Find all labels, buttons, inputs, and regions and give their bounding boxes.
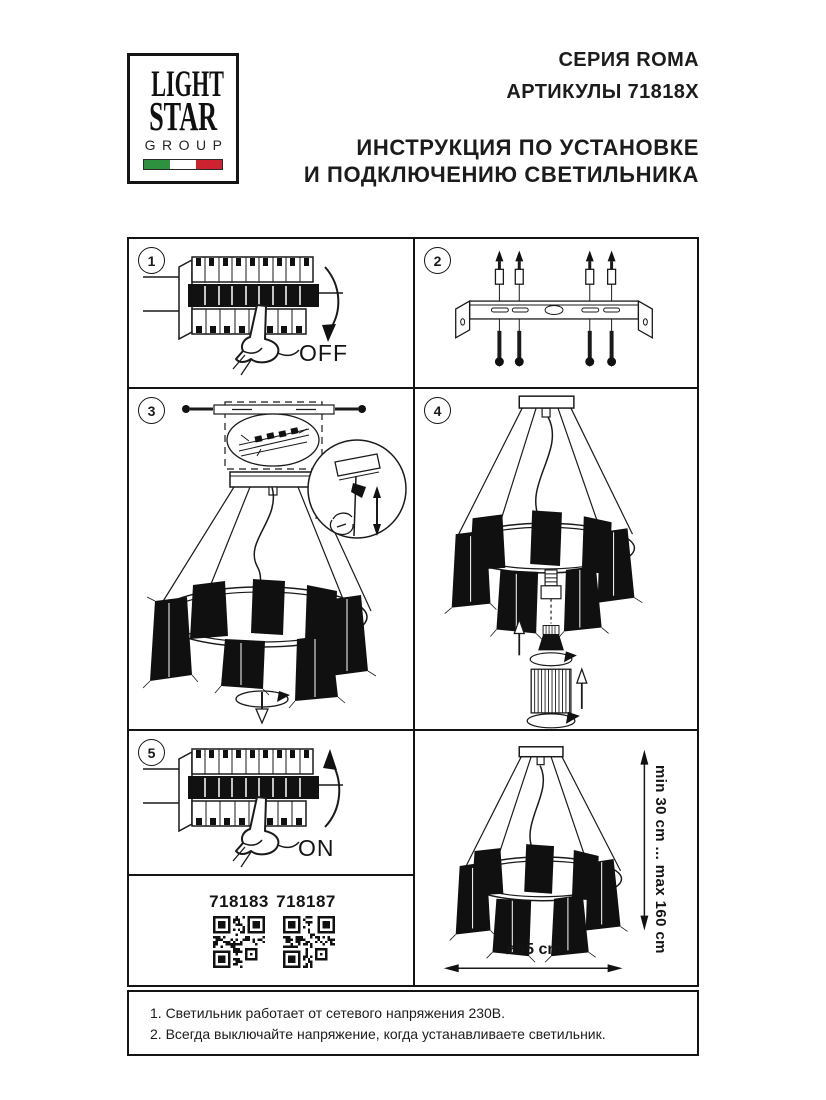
instruction-title (304, 134, 699, 188)
spot-bulb (538, 626, 564, 651)
black-shades (452, 510, 635, 633)
height-range-label: min 30 cm ... max 160 cm (652, 765, 669, 954)
breaker-on-illustration (129, 731, 413, 874)
logo-word-star: STAR (149, 93, 218, 139)
step-number-badge: 1 (138, 247, 165, 274)
lamp-socket (541, 570, 561, 599)
diameter-label: ø85 cm (506, 941, 562, 958)
rotate-and-pull-icon (236, 691, 290, 723)
step-5-panel (129, 731, 415, 876)
breaker-off-illustration (129, 239, 413, 387)
qr-codes-panel (129, 876, 415, 985)
bulb-install-illustration (415, 389, 697, 729)
canopy (230, 472, 318, 487)
step-1-panel (129, 239, 415, 389)
header-series-block (506, 44, 699, 108)
series-title: СЕРИЯ ROMA (558, 49, 699, 71)
italian-flag-bar (143, 159, 223, 170)
height-dimension-arrow (640, 750, 648, 931)
canopy (519, 396, 574, 408)
step-3-panel (129, 389, 415, 731)
canopy (519, 747, 563, 757)
rotate-down-arrow-icon (322, 267, 338, 342)
wall-anchors (495, 250, 615, 284)
qr-code-718183 (213, 916, 265, 968)
note-2: 2. Всегда выключайте напряжение, когда устанавливаете светильник. (150, 1026, 606, 1042)
flag-white-segment (170, 160, 196, 169)
diameter-dimension-arrow (444, 964, 623, 972)
flag-green-segment (144, 160, 170, 169)
step-4-panel (415, 389, 697, 731)
step-number-badge: 2 (424, 247, 451, 274)
mounting-screws (495, 331, 616, 366)
bracket-face (470, 301, 639, 319)
logo-word-light: LIGHT (151, 64, 224, 105)
step-number-badge: 5 (138, 739, 165, 766)
chandelier-wiring-illustration (129, 389, 413, 729)
up-arrow-icon (577, 669, 587, 683)
instruction-title-line2: И ПОДКЛЮЧЕНИЮ СВЕТИЛЬНИКА (303, 162, 699, 187)
cylinder-shade (531, 669, 571, 713)
article-number-2: 718187 (276, 892, 336, 911)
notes-box (127, 990, 699, 1056)
articles-title: АРТИКУЛЫ 71818X (506, 81, 699, 103)
terminal-block-balloon (227, 414, 319, 466)
instruction-title-line1: ИНСТРУКЦИЯ ПО УСТАНОВКЕ (356, 135, 699, 160)
step-number-badge: 3 (138, 397, 165, 424)
article-number-1: 718183 (209, 892, 269, 911)
flag-red-segment (196, 160, 222, 169)
note-1: 1. Светильник работает от сетевого напряжения 230В. (150, 1005, 506, 1021)
step-2-panel (415, 239, 697, 389)
bracket-illustration (415, 239, 697, 387)
bracket-right-flange (638, 301, 652, 338)
on-label: ON (298, 835, 335, 861)
off-label: OFF (299, 340, 348, 366)
qr-code-718187 (283, 916, 335, 968)
dimensions-panel (415, 731, 697, 985)
cable-adjuster-magnifier (308, 440, 406, 538)
bracket-left-flange (456, 301, 470, 338)
step-number-badge: 4 (424, 397, 451, 424)
lightstar-logo (127, 53, 239, 184)
rotate-up-arrow-icon (323, 749, 339, 827)
logo-word-group: GROUP (144, 137, 229, 153)
steps-grid (127, 237, 699, 987)
